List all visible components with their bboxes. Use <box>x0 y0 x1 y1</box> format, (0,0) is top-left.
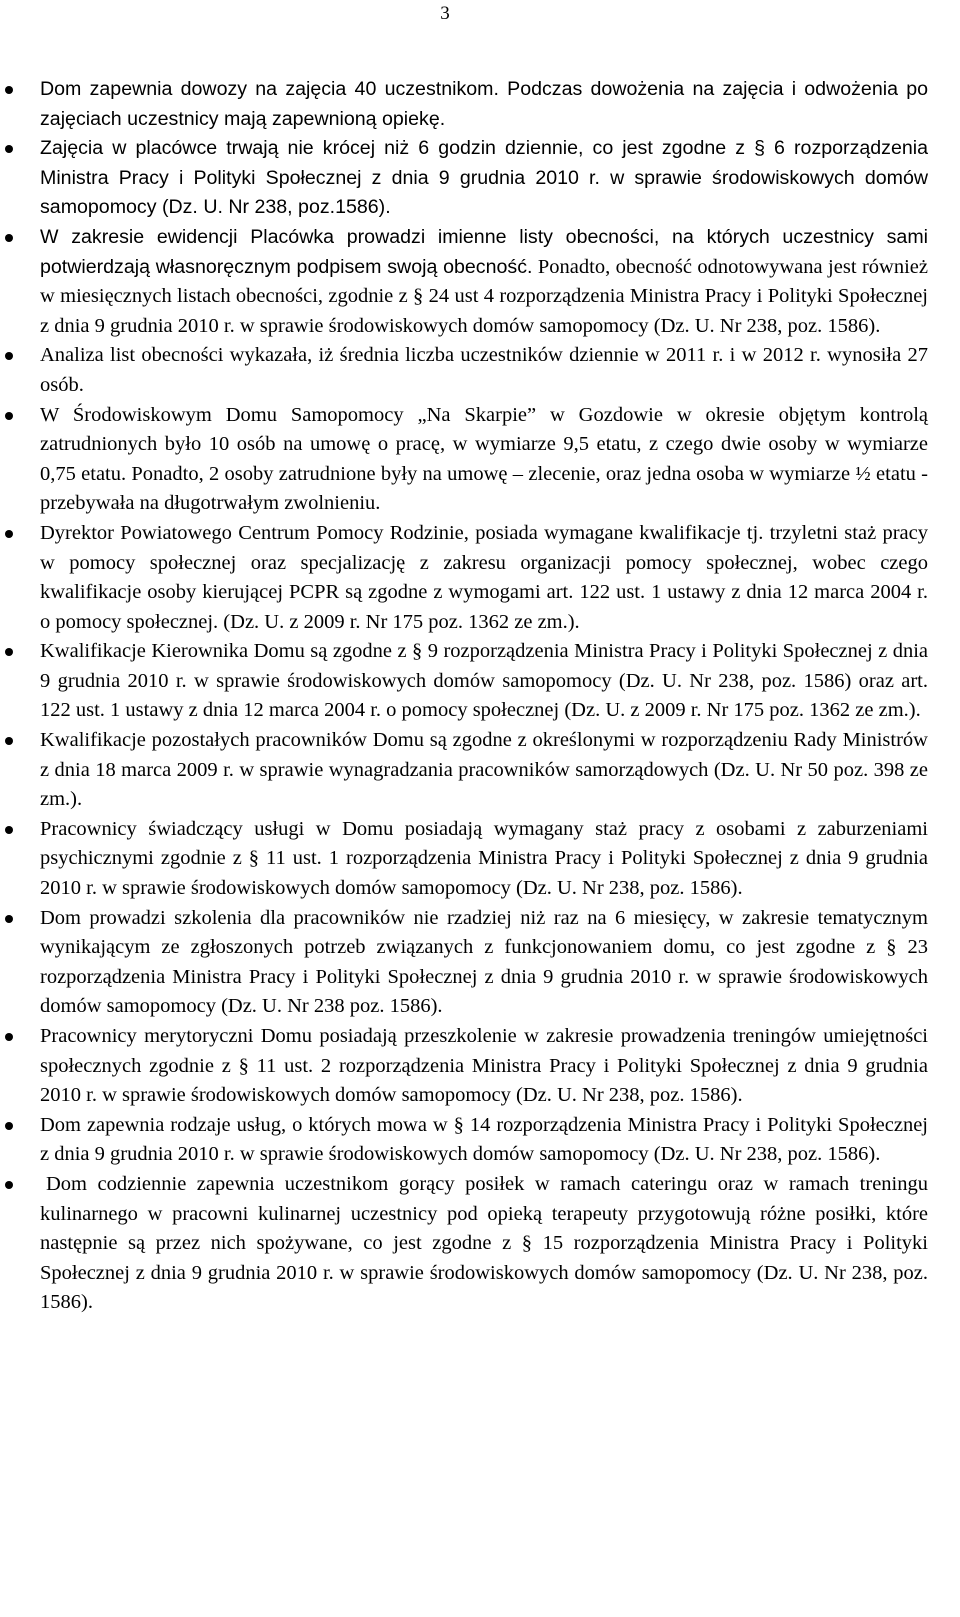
bullet-icon <box>5 234 13 242</box>
paragraph-text: W zakresie ewidencji Placówka prowadzi imienne listy obecności, na których uczestnicy sami potwierdzają własnoręcznym podpisem swoją obecność. <box>40 225 928 278</box>
list-item <box>40 1022 928 1111</box>
list-item <box>40 637 928 726</box>
list-item <box>40 1111 928 1170</box>
bullet-icon <box>5 145 13 153</box>
bullet-icon <box>5 648 13 656</box>
bullet-icon <box>5 826 13 834</box>
paragraph-text: Dom prowadzi szkolenia dla pracowników nie rzadziej niż raz na 6 miesięcy, w zakresie tematycznym wynikającym ze zgłoszonych potrzeb związanych z funkcjonowaniem domu, co jest zgodne z § 23 rozporządzenia Ministra Pracy i Polityki Społecznej z dnia 9 grudnia 2010 r. w sprawie środowiskowych domów samopomocy (Dz. U. Nr 238 poz. 1586). <box>40 906 928 1018</box>
list-item <box>40 519 928 637</box>
paragraph-text: Ponadto, obecność odnotowywana jest również w miesięcznych listach obecności, zgodnie z § 24 ust 4 rozporządzenia Ministra Pracy i Polityki Społecznej z dnia 9 grudnia 2010 r. w sprawie środowiskowych domów samopomocy (Dz. U. Nr 238, poz. 1586). <box>40 255 928 337</box>
bullet-icon <box>5 1033 13 1041</box>
paragraph-text: Kwalifikacje pozostałych pracowników Domu są zgodne z określonymi w rozporządzeniu Rady Ministrów z dnia 18 marca 2009 r. w sprawie wynagradzania pracowników samorządowych (Dz. U. Nr 50 poz. 398 ze zm.). <box>40 729 928 811</box>
paragraph-text: Dom zapewnia rodzaje usług, o których mowa w § 14 rozporządzenia Ministra Pracy i Polityki Społecznej z dnia 9 grudnia 2010 r. w sprawie środowiskowych domów samopomocy (Dz. U. Nr 238, poz. 1586). <box>40 1113 928 1166</box>
bullet-icon <box>5 915 13 923</box>
list-item <box>40 75 928 134</box>
list-item <box>40 726 928 815</box>
bullet-list <box>40 75 928 1318</box>
paragraph-text: Zajęcia w placówce trwają nie krócej niż 6 godzin dziennie, co jest zgodne z § 6 rozporządzenia Ministra Pracy i Polityki Społecznej z dnia 9 grudnia 2010 r. w sprawie środowiskowych domów samopomocy (Dz. U. Nr 238, poz.1586). <box>40 137 928 219</box>
paragraph-text: Pracownicy świadczący usługi w Domu posiadają wymagany staż pracy z osobami z zaburzeniami psychicznymi zgodnie z § 11 ust. 1 rozporządzenia Ministra Pracy i Polityki Społecznej z dnia 9 grudnia 2010 r. w sprawie środowiskowych domów samopomocy (Dz. U. Nr 238, poz. 1586). <box>40 817 928 900</box>
list-item <box>40 134 928 223</box>
bullet-icon <box>5 86 13 94</box>
bullet-icon <box>5 412 13 420</box>
bullet-icon <box>5 1122 13 1130</box>
page-number: 3 <box>440 3 450 24</box>
paragraph-text: Dom zapewnia dowozy na zajęcia 40 uczestnikom. Podczas dowożenia na zajęcia i odwożenia po zajęciach uczestnicy mają zapewnioną opiekę. <box>40 78 928 130</box>
list-item <box>40 341 928 400</box>
bullet-icon <box>5 737 13 745</box>
bullet-icon <box>5 352 13 360</box>
list-item <box>40 815 928 904</box>
paragraph-text: Analiza list obecności wykazała, iż średnia liczba uczestników dziennie w 2011 r. i w 2012 r. wynosiła 27 osób. <box>40 344 928 396</box>
bullet-icon <box>5 530 13 538</box>
bullet-icon <box>5 1181 13 1189</box>
paragraph-text: Dom codziennie zapewnia uczestnikom gorący posiłek w ramach cateringu oraz w ramach treningu kulinarnego w pracowni kulinarnej uczestnicy pod opieką terapeuty przygotowują różne posiłki, które następnie są przez nich spożywane, co jest zgodne z § 15 rozporządzenia Ministra Pracy i Polityki Społecznej z dnia 9 grudnia 2010 r. w sprawie środowiskowych domów samopomocy (Dz. U. Nr 238, poz. 1586). <box>40 1172 928 1314</box>
paragraph-text: W Środowiskowym Domu Samopomocy „Na Skarpie” w Gozdowie w okresie objętym kontrolą zatrudnionych było 10 osób na umowę o pracę, w wymiarze 9,5 etatu, z czego dwie osoby w wymiarze 0,75 etatu. Ponadto, 2 osoby zatrudnione były na umowę – zlecenie, oraz jedna osoba w wymiarze ½ etatu - przebywała na długotrwałym zwolnieniu. <box>40 403 928 515</box>
list-item <box>40 401 928 519</box>
paragraph-text: Kwalifikacje Kierownika Domu są zgodne z § 9 rozporządzenia Ministra Pracy i Polityki Społecznej z dnia 9 grudnia 2010 r. w sprawie środowiskowych domów samopomocy (Dz. U. Nr 238, poz. 1586) oraz art. 122 ust. 1 ustawy z dnia 12 marca 2004 r. o pomocy społecznej (Dz. U. z 2009 r. Nr 175 poz. 1362 ze zm.). <box>40 640 928 722</box>
list-item <box>40 1170 928 1318</box>
list-item <box>40 223 928 341</box>
list-item <box>40 904 928 1022</box>
paragraph-text: Pracownicy merytoryczni Domu posiadają przeszkolenie w zakresie prowadzenia treningów umiejętności społecznych zgodnie z § 11 ust. 2 rozporządzenia Ministra Pracy i Polityki Społecznej z dnia 9 grudnia 2010 r. w sprawie środowiskowych domów samopomocy (Dz. U. Nr 238, poz. 1586). <box>40 1025 928 1107</box>
paragraph-text: Dyrektor Powiatowego Centrum Pomocy Rodzinie, posiada wymagane kwalifikacje tj. trzyletni staż pracy w pomocy społecznej oraz specjalizację z zakresu organizacji pomocy społecznej, wobec czego kwalifikacje osoby kierującej PCPR są zgodne z wymogami art. 122 ust. 1 ustawy z dnia 12 marca 2004 r. o pomocy społecznej. (Dz. U. z 2009 r. Nr 175 poz. 1362 ze zm.). <box>40 521 928 633</box>
